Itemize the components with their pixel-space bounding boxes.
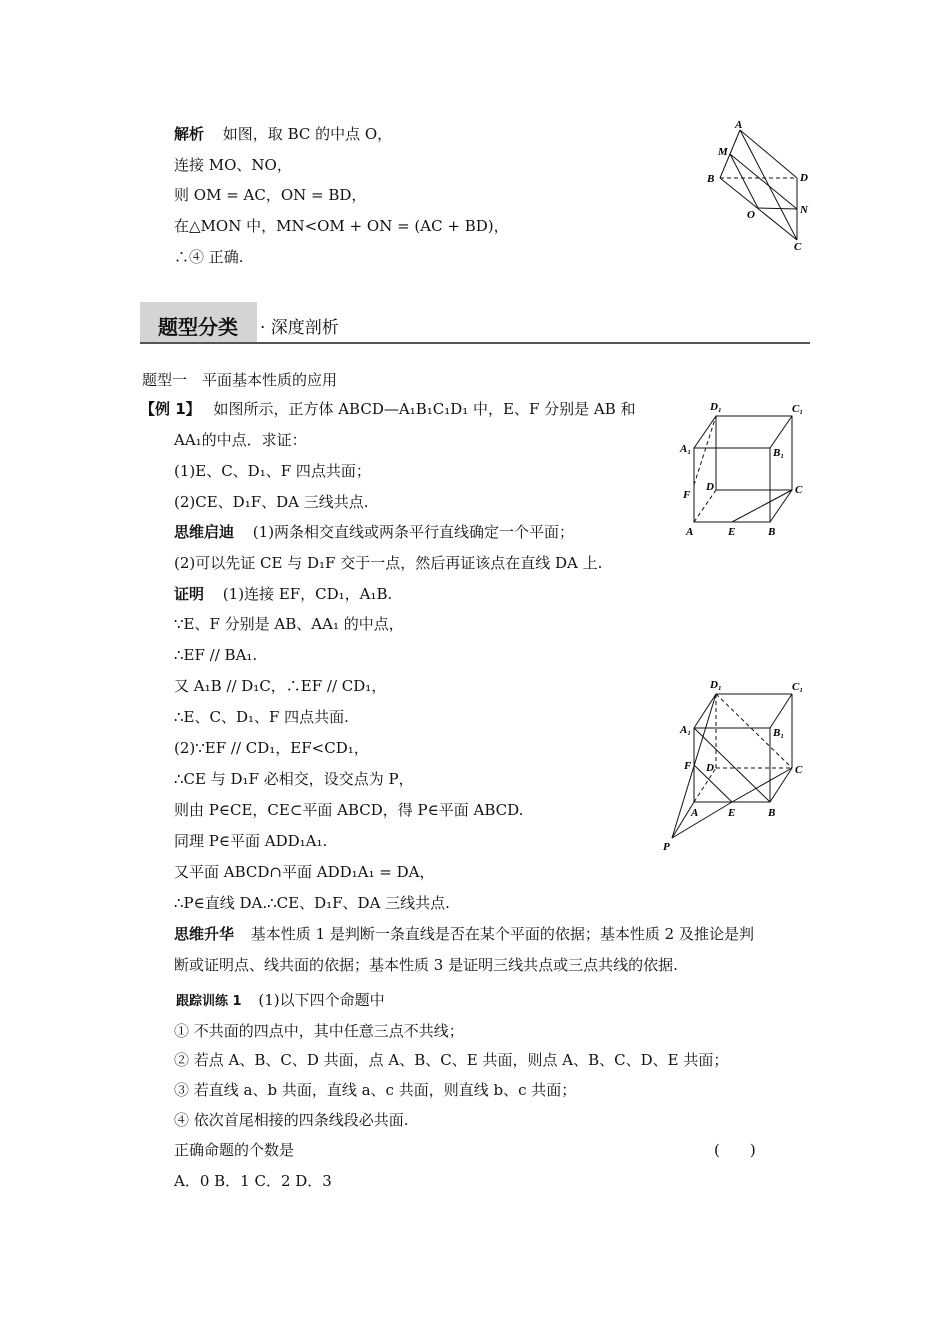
tetrahedron-figure <box>700 118 820 258</box>
section-subtitle: · 深度剖析 <box>260 318 339 338</box>
proof-line-1 <box>174 584 392 604</box>
idea-label: 思维启迪 <box>174 523 235 541</box>
example-label: 【例 1】 <box>140 400 201 418</box>
proof-line-11: ∴P∈直线 DA.∴CE、D₁F、DA 三线共点. <box>174 894 450 912</box>
training-line-6: 正确命题的个数是 <box>174 1141 295 1159</box>
fig3-label-C1: C₁ <box>792 681 804 693</box>
idea-line-2: (2)可以先证 CE 与 D₁F 交于一点，然后再证该点在直线 DA 上. <box>174 554 603 572</box>
training-line-1 <box>176 990 385 1012</box>
analysis-line-5: ∴④ 正确. <box>174 248 244 266</box>
fig1-label-B: B <box>707 173 715 185</box>
fig2-label-A1: A₁ <box>680 443 692 455</box>
proof-line-10: 又平面 ABCD∩平面 ADD₁A₁ = DA， <box>174 863 435 881</box>
fig1-label-M: M <box>718 146 728 158</box>
example-text-1: 如图所示，正方体 ABCD—A₁B₁C₁D₁ 中，E、F 分别是 AB 和 <box>213 400 636 418</box>
proof-line-3: ∴EF // BA₁. <box>174 646 258 664</box>
fig3-label-B: B <box>768 807 776 819</box>
proof-label: 证明 <box>174 585 205 603</box>
fig1-label-A: A <box>735 119 743 131</box>
cube-with-point-figure <box>660 676 820 856</box>
training-label: 跟踪训练 1 <box>176 994 242 1009</box>
fig2-label-B1: B₁ <box>773 447 785 459</box>
analysis-line-3: 则 OM = AC，ON = BD， <box>174 186 367 204</box>
training-options: A．0 B．1 C．2 D．3 <box>174 1172 332 1190</box>
proof-line-5: ∴E、C、D₁、F 四点共面. <box>174 708 349 726</box>
training-line-5: ④ 依次首尾相接的四条线段必共面. <box>174 1111 409 1129</box>
fig1-label-N: N <box>800 204 808 216</box>
training-line-4: ③ 若直线 a、b 共面，直线 a、c 共面，则直线 b、c 共面； <box>174 1081 577 1099</box>
fig2-label-E: E <box>728 526 736 538</box>
fig3-label-E: E <box>728 807 736 819</box>
section-header <box>140 302 810 342</box>
upgrade-text-1: 基本性质 1 是判断一条直线是否在某个平面的依据；基本性质 2 及推论是判 <box>250 925 754 943</box>
type-heading: 题型一 平面基本性质的应用 <box>142 371 338 389</box>
analysis-text-1: 如图，取 BC 的中点 O， <box>222 125 393 143</box>
fig3-label-A: A <box>691 807 699 819</box>
section-title: 题型分类 <box>158 315 238 339</box>
example-line-2: AA₁的中点．求证： <box>174 431 307 449</box>
training-line-3: ② 若点 A、B、C、D 共面，点 A、B、C、E 共面，则点 A、B、C、D、E 共面； <box>174 1051 729 1069</box>
proof-line-2: ∵E、F 分别是 AB、AA₁ 的中点， <box>174 615 404 633</box>
fig1-label-D: D <box>800 172 808 184</box>
training-text-1: (1)以下四个命题中 <box>258 991 385 1009</box>
proof-line-7: ∴CE 与 D₁F 必相交，设交点为 P， <box>174 770 414 788</box>
analysis-line-4: 在△MON 中，MN<OM + ON = (AC + BD)， <box>174 217 509 235</box>
fig2-label-C1: C₁ <box>792 403 804 415</box>
example-line-1 <box>140 399 636 419</box>
fig2-label-D1: D₁ <box>710 401 722 413</box>
fig2-label-D: D <box>706 481 714 493</box>
fig2-label-F: F <box>683 489 691 501</box>
analysis-line-1 <box>174 124 392 144</box>
upgrade-line-2: 断或证明点、线共面的依据；基本性质 3 是证明三线共点或三点共线的依据. <box>174 956 678 974</box>
fig3-label-P: P <box>663 841 670 853</box>
cube-figure <box>676 398 816 540</box>
proof-line-6: (2)∵EF // CD₁，EF<CD₁， <box>174 739 369 757</box>
idea-line <box>174 522 574 542</box>
analysis-line-2: 连接 MO、NO， <box>174 156 292 174</box>
fig3-label-D: D <box>706 762 714 774</box>
analysis-label: 解析 <box>174 125 205 143</box>
upgrade-label: 思维升华 <box>174 925 235 943</box>
fig3-label-D1: D₁ <box>710 679 722 691</box>
fig2-label-B: B <box>768 526 776 538</box>
fig2-label-C: C <box>795 484 803 496</box>
example-line-3: (1)E、C、D₁、F 四点共面； <box>174 462 371 480</box>
fig3-label-F: F <box>684 760 692 772</box>
upgrade-line-1 <box>174 924 754 944</box>
proof-text-1: (1)连接 EF，CD₁，A₁B. <box>222 585 393 603</box>
fig3-label-B1: B₁ <box>773 727 785 739</box>
idea-text: (1)两条相交直线或两条平行直线确定一个平面； <box>252 523 575 541</box>
proof-line-8: 则由 P∈CE，CE⊂平面 ABCD，得 P∈平面 ABCD. <box>174 801 524 819</box>
example-line-4: (2)CE、D₁F、DA 三线共点. <box>174 493 369 511</box>
fig3-label-C: C <box>795 764 803 776</box>
section-rule <box>140 342 810 344</box>
proof-line-4: 又 A₁B // D₁C，∴EF // CD₁， <box>174 677 387 695</box>
fig1-label-C: C <box>794 241 802 253</box>
fig1-label-O: O <box>747 209 755 221</box>
answer-paren: ( ) <box>714 1141 756 1159</box>
training-line-2: ① 不共面的四点中，其中任意三点不共线； <box>174 1022 464 1040</box>
fig2-label-A: A <box>686 526 694 538</box>
proof-line-9: 同理 P∈平面 ADD₁A₁. <box>174 832 328 850</box>
fig3-label-A1: A₁ <box>680 724 692 736</box>
